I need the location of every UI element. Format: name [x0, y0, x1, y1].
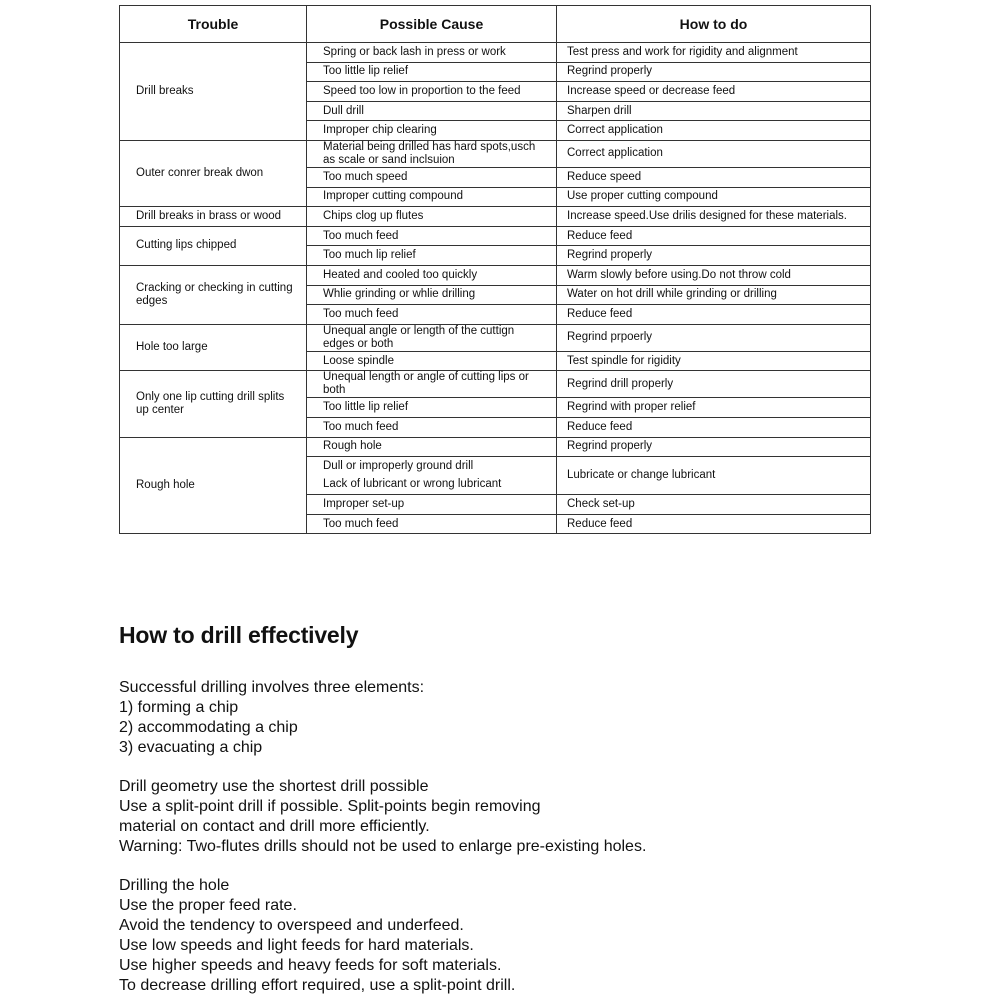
cause-cell: Too much feed [307, 305, 557, 325]
howto-cell: Reduce feed [557, 417, 871, 437]
header-possible-cause: Possible Cause [307, 6, 557, 43]
trouble-cell: Rough hole [120, 437, 307, 534]
table-row [120, 437, 871, 457]
header-how-to-do: How to do [557, 6, 871, 43]
howto-cell: Sharpen drill [557, 101, 871, 121]
cause-cell: Too much speed [307, 167, 557, 187]
cause-cell: Whlie grinding or whlie drilling [307, 285, 557, 305]
howto-cell: Check set-up [557, 495, 871, 515]
section-title: How to drill effectively [119, 622, 359, 648]
text-line: 3) evacuating a chip [119, 739, 263, 756]
text-line: Drilling the hole [119, 877, 230, 894]
trouble-cell: Cracking or checking in cutting edges [120, 265, 307, 324]
cause-cell: Improper chip clearing [307, 121, 557, 141]
trouble-cell: Only one lip cutting drill splits up center [120, 371, 307, 437]
cause-cell: Too little lip relief [307, 398, 557, 418]
text-line: To decrease drilling effort required, use a split-point drill. [119, 977, 516, 994]
cause-cell: Material being drilled has hard spots,usch as scale or sand inclsuion [307, 140, 557, 167]
cause-cell: Chips clog up flutes [307, 207, 557, 227]
table-row [120, 226, 871, 246]
text-line: Drill geometry use the shortest drill possible [119, 778, 429, 795]
text-line: 2) accommodating a chip [119, 719, 298, 736]
howto-cell: Reduce speed [557, 167, 871, 187]
cause-cell: Unequal length or angle of cutting lips or both [307, 371, 557, 398]
text-line: Successful drilling involves three elements: [119, 679, 425, 696]
howto-cell: Increase speed.Use drilis designed for these materials. [557, 207, 871, 227]
howto-cell: Regrind drill properly [557, 371, 871, 398]
howto-cell: Reduce feed [557, 226, 871, 246]
howto-cell: Regrind with proper relief [557, 398, 871, 418]
table-row [120, 265, 871, 285]
text-line: Use higher speeds and heavy feeds for soft materials. [119, 957, 502, 974]
header-trouble: Trouble [120, 6, 307, 43]
howto-cell: Correct application [557, 121, 871, 141]
cause-cell: Dull drill [307, 101, 557, 121]
howto-cell: Test spindle for rigidity [557, 351, 871, 371]
text-line: Use the proper feed rate. [119, 897, 297, 914]
table-row [120, 207, 871, 227]
cause-cell: Lack of lubricant or wrong lubricant [307, 476, 557, 495]
cause-cell: Too little lip relief [307, 62, 557, 82]
cause-cell: Unequal angle or length of the cuttign edges or both [307, 324, 557, 351]
cause-cell: Too much feed [307, 226, 557, 246]
cause-cell: Dull or improperly ground drill [307, 457, 557, 476]
trouble-cell: Outer conrer break dwon [120, 140, 307, 206]
table-header-row [120, 6, 871, 43]
table-row [120, 371, 871, 398]
howto-cell: Use proper cutting compound [557, 187, 871, 207]
cause-cell: Too much feed [307, 417, 557, 437]
trouble-cell: Cutting lips chipped [120, 226, 307, 265]
trouble-cell: Drill breaks in brass or wood [120, 207, 307, 227]
drilling-tips-section [119, 620, 879, 996]
cause-cell: Spring or back lash in press or work [307, 43, 557, 63]
cause-cell: Rough hole [307, 437, 557, 457]
text-line: Warning: Two-flutes drills should not be used to enlarge pre-existing holes. [119, 838, 647, 855]
trouble-cell: Hole too large [120, 324, 307, 371]
cause-cell: Speed too low in proportion to the feed [307, 82, 557, 102]
cause-cell: Heated and cooled too quickly [307, 265, 557, 285]
howto-cell: Warm slowly before using.Do not throw cold [557, 265, 871, 285]
table-row [120, 140, 871, 167]
howto-cell: Regrind prpoerly [557, 324, 871, 351]
cause-cell: Too much lip relief [307, 246, 557, 266]
text-line: Use low speeds and light feeds for hard materials. [119, 937, 474, 954]
cause-cell: Improper cutting compound [307, 187, 557, 207]
cause-cell: Loose spindle [307, 351, 557, 371]
table-row [120, 43, 871, 63]
howto-cell: Regrind properly [557, 437, 871, 457]
text-line: Use a split-point drill if possible. Split-points begin removing [119, 798, 541, 815]
geometry-paragraph [119, 777, 879, 857]
cause-cell: Too much feed [307, 514, 557, 534]
drilling-paragraph [119, 876, 879, 996]
troubleshooting-table [119, 5, 871, 534]
cause-cell: Improper set-up [307, 495, 557, 515]
text-line: material on contact and drill more efficiently. [119, 818, 430, 835]
howto-cell: Regrind properly [557, 246, 871, 266]
howto-cell: Increase speed or decrease feed [557, 82, 871, 102]
howto-cell: Lubricate or change lubricant [557, 457, 871, 495]
howto-cell: Reduce feed [557, 514, 871, 534]
howto-cell: Water on hot drill while grinding or drilling [557, 285, 871, 305]
howto-cell: Regrind properly [557, 62, 871, 82]
howto-cell: Correct application [557, 140, 871, 167]
howto-cell: Test press and work for rigidity and alignment [557, 43, 871, 63]
intro-paragraph [119, 678, 879, 758]
howto-cell: Reduce feed [557, 305, 871, 325]
text-line: Avoid the tendency to overspeed and underfeed. [119, 917, 464, 934]
text-line: 1) forming a chip [119, 699, 239, 716]
table-row [120, 324, 871, 351]
trouble-cell: Drill breaks [120, 43, 307, 141]
